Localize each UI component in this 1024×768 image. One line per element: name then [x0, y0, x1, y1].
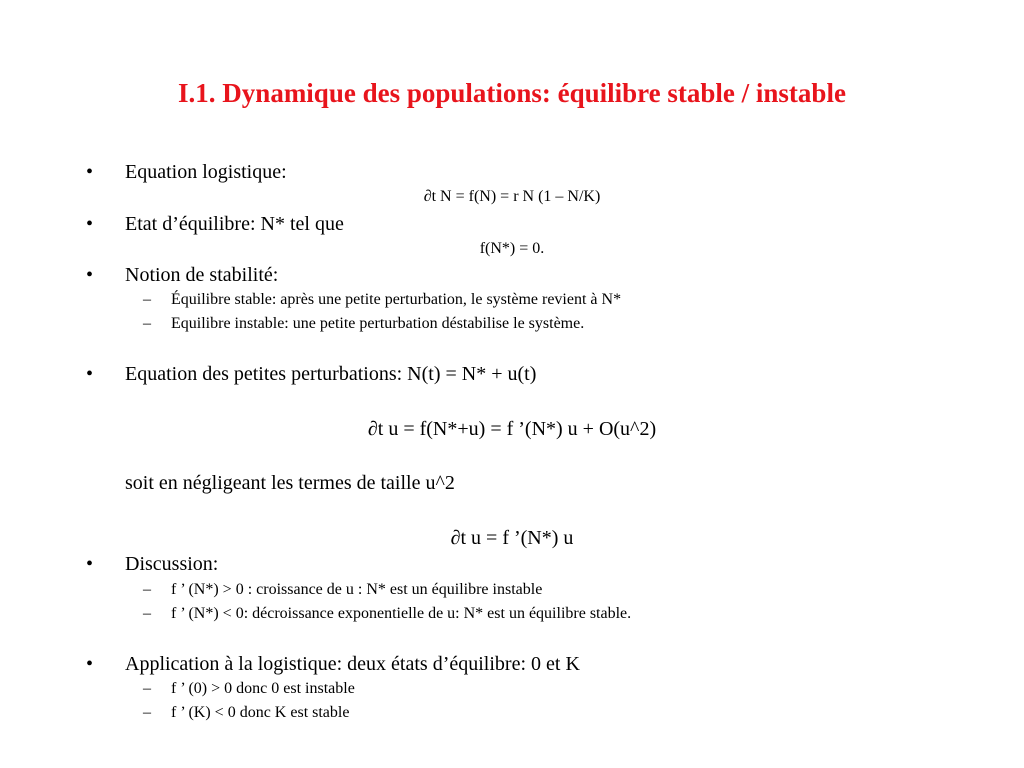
- equation-logistic: ∂t N = f(N) = r N (1 – N/K): [423, 188, 601, 205]
- subbullet-text: Équilibre stable: après une petite perturbation, le système revient à N*: [171, 291, 622, 308]
- dash-marker: –: [143, 605, 151, 622]
- dash-marker: –: [143, 704, 151, 721]
- equation-equilibrium: f(N*) = 0.: [479, 240, 545, 257]
- bullet-text: Application à la logistique: deux états d’équilibre: 0 et K: [125, 653, 580, 675]
- slide-title: I.1. Dynamique des populations: équilibre stable / instable: [178, 78, 846, 108]
- subbullet-text: Equilibre instable: une petite perturbation déstabilise le système.: [171, 315, 585, 332]
- bullet-text: Equation logistique:: [125, 161, 287, 183]
- dash-marker: –: [143, 315, 151, 332]
- bullet-marker: •: [86, 213, 94, 235]
- bullet-marker: •: [86, 653, 94, 675]
- bullet-marker: •: [86, 363, 94, 385]
- bullet-marker: •: [86, 264, 94, 286]
- bullet-text: Notion de stabilité:: [125, 264, 279, 286]
- bullet-marker: •: [86, 161, 94, 183]
- subbullet-text: f ’ (N*) < 0: décroissance exponentielle de u: N* est un équilibre stable.: [171, 605, 632, 622]
- dash-marker: –: [143, 291, 151, 308]
- dash-marker: –: [143, 680, 151, 697]
- bullet-marker: •: [86, 553, 94, 575]
- bullet-text: Equation des petites perturbations: N(t) = N* + u(t): [125, 363, 537, 385]
- subbullet-text: f ’ (N*) > 0 : croissance de u : N* est un équilibre instable: [171, 581, 543, 598]
- subbullet-text: f ’ (K) < 0 donc K est stable: [171, 704, 350, 721]
- equation-perturbation: ∂t u = f(N*+u) = f ’(N*) u + O(u^2): [367, 418, 657, 440]
- paragraph-negligeant: soit en négligeant les termes de taille u^2: [125, 472, 455, 494]
- subbullet-text: f ’ (0) > 0 donc 0 est instable: [171, 680, 355, 697]
- bullet-text: Discussion:: [125, 553, 219, 575]
- bullet-text: Etat d’équilibre: N* tel que: [125, 213, 344, 235]
- equation-linearized: ∂t u = f ’(N*) u: [450, 527, 574, 549]
- dash-marker: –: [143, 581, 151, 598]
